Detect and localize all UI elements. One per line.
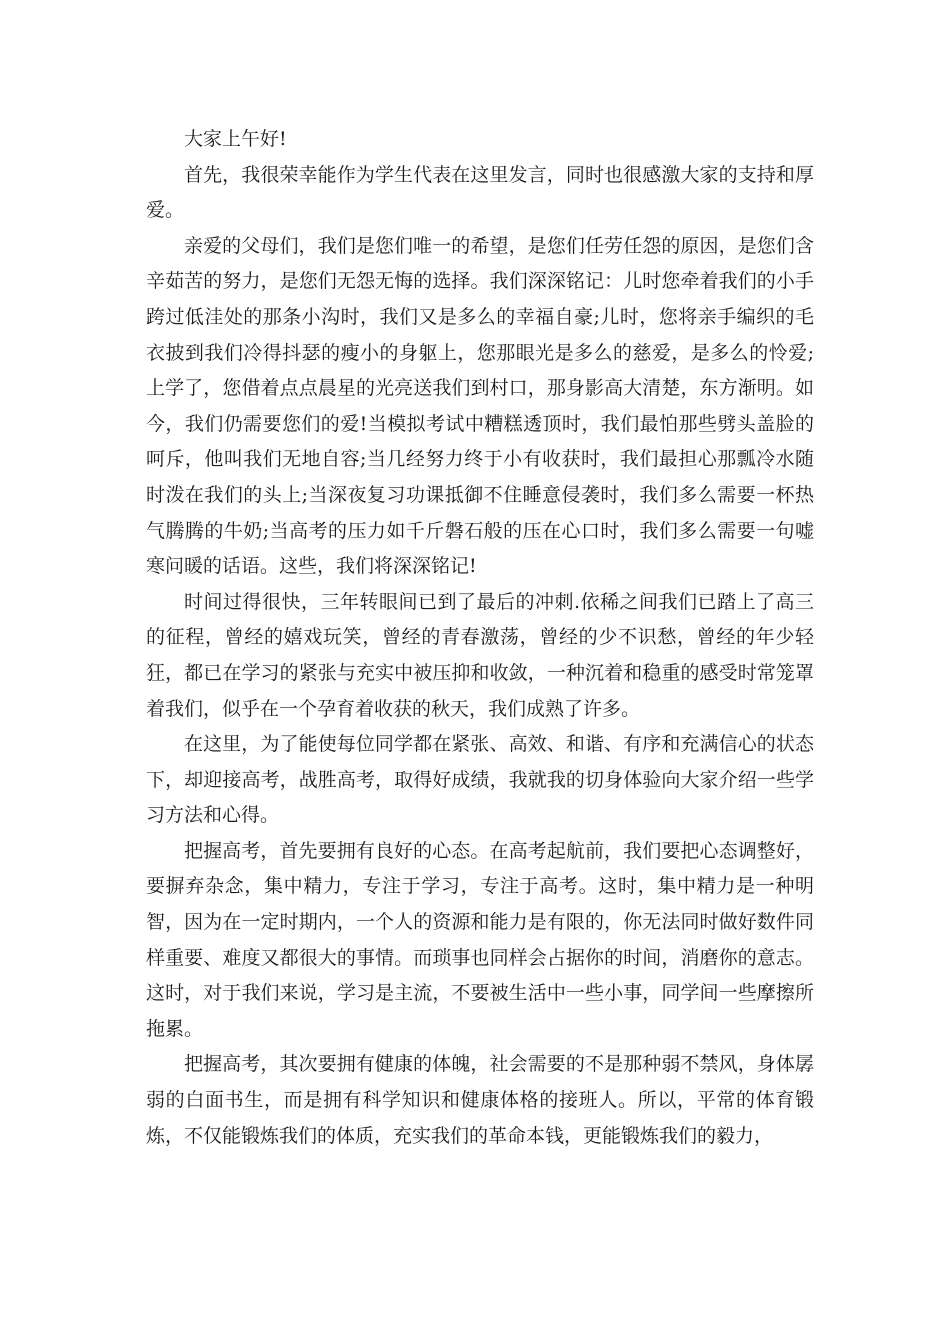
time-paragraph: 时间过得很快，三年转眼间已到了最后的冲刺.依稀之间我们已踏上了高三的征程，曾经的嬉戏玩笑，曾经的青春激荡，曾经的少不识愁，曾经的年少轻狂，都已在学习的紧张与充实中被压抑和收敛，一种沉着和稳重的感受时常笼罩着我们，似乎在一个孕育着收获的秋天，我们成熟了许多。 <box>146 590 814 720</box>
document-body <box>146 122 814 1154</box>
health-paragraph: 把握高考，其次要拥有健康的体魄，社会需要的不是那种弱不禁风，身体孱弱的白面书生，而是拥有科学知识和健康体格的接班人。所以，平常的体育锻炼，不仅能锻炼我们的体质，充实我们的革命本钱，更能锻炼我们的毅力， <box>146 1053 814 1147</box>
mindset-paragraph: 把握高考，首先要拥有良好的心态。在高考起航前，我们要把心态调整好，要摒弃杂念，集中精力，专注于学习，专注于高考。这时，集中精力是一种明智，因为在一定时期内，一个人的资源和能力是有限的，你无法同时做好数件同样重要、难度又都很大的事情。而琐事也同样会占据你的时间，消磨你的意志。这时，对于我们来说，学习是主流，不要被生活中一些小事，同学间一些摩擦所拖累。 <box>146 839 814 1040</box>
greeting-paragraph: 大家上午好! <box>184 128 287 150</box>
intro-methods-paragraph: 在这里，为了能使每位同学都在紧张、高效、和谐、有序和充满信心的状态下，却迎接高考，战胜高考，取得好成绩，我就我的切身体验向大家介绍一些学习方法和心得。 <box>146 733 814 827</box>
parents-paragraph: 亲爱的父母们，我们是您们唯一的希望，是您们任劳任怨的原因，是您们含辛茹苦的努力，是您们无怨无悔的选择。我们深深铭记：儿时您牵着我们的小手跨过低洼处的那条小沟时，我们又是多么的幸福自豪;儿时，您将亲手编织的毛衣披到我们冷得抖瑟的瘦小的身躯上，您那眼光是多么的慈爱，是多么的怜爱;上学了，您借着点点晨星的光亮送我们到村口，那身影高大清楚，东方渐明。如今，我们仍需要您们的爱!当模拟考试中糟糕透顶时，我们最怕那些劈头盖脸的呵斥，他叫我们无地自容;当几经努力终于小有收获时，我们最担心那瓢冷水随时泼在我们的头上;当深夜复习功课抵御不住睡意侵袭时，我们多么需要一杯热气腾腾的牛奶;当高考的压力如千斤磐石般的压在心口时，我们多么需要一句嘘寒问暖的话语。这些，我们将深深铭记! <box>146 234 814 578</box>
opening-paragraph: 首先，我很荣幸能作为学生代表在这里发言，同时也很感激大家的支持和厚爱。 <box>146 163 814 222</box>
